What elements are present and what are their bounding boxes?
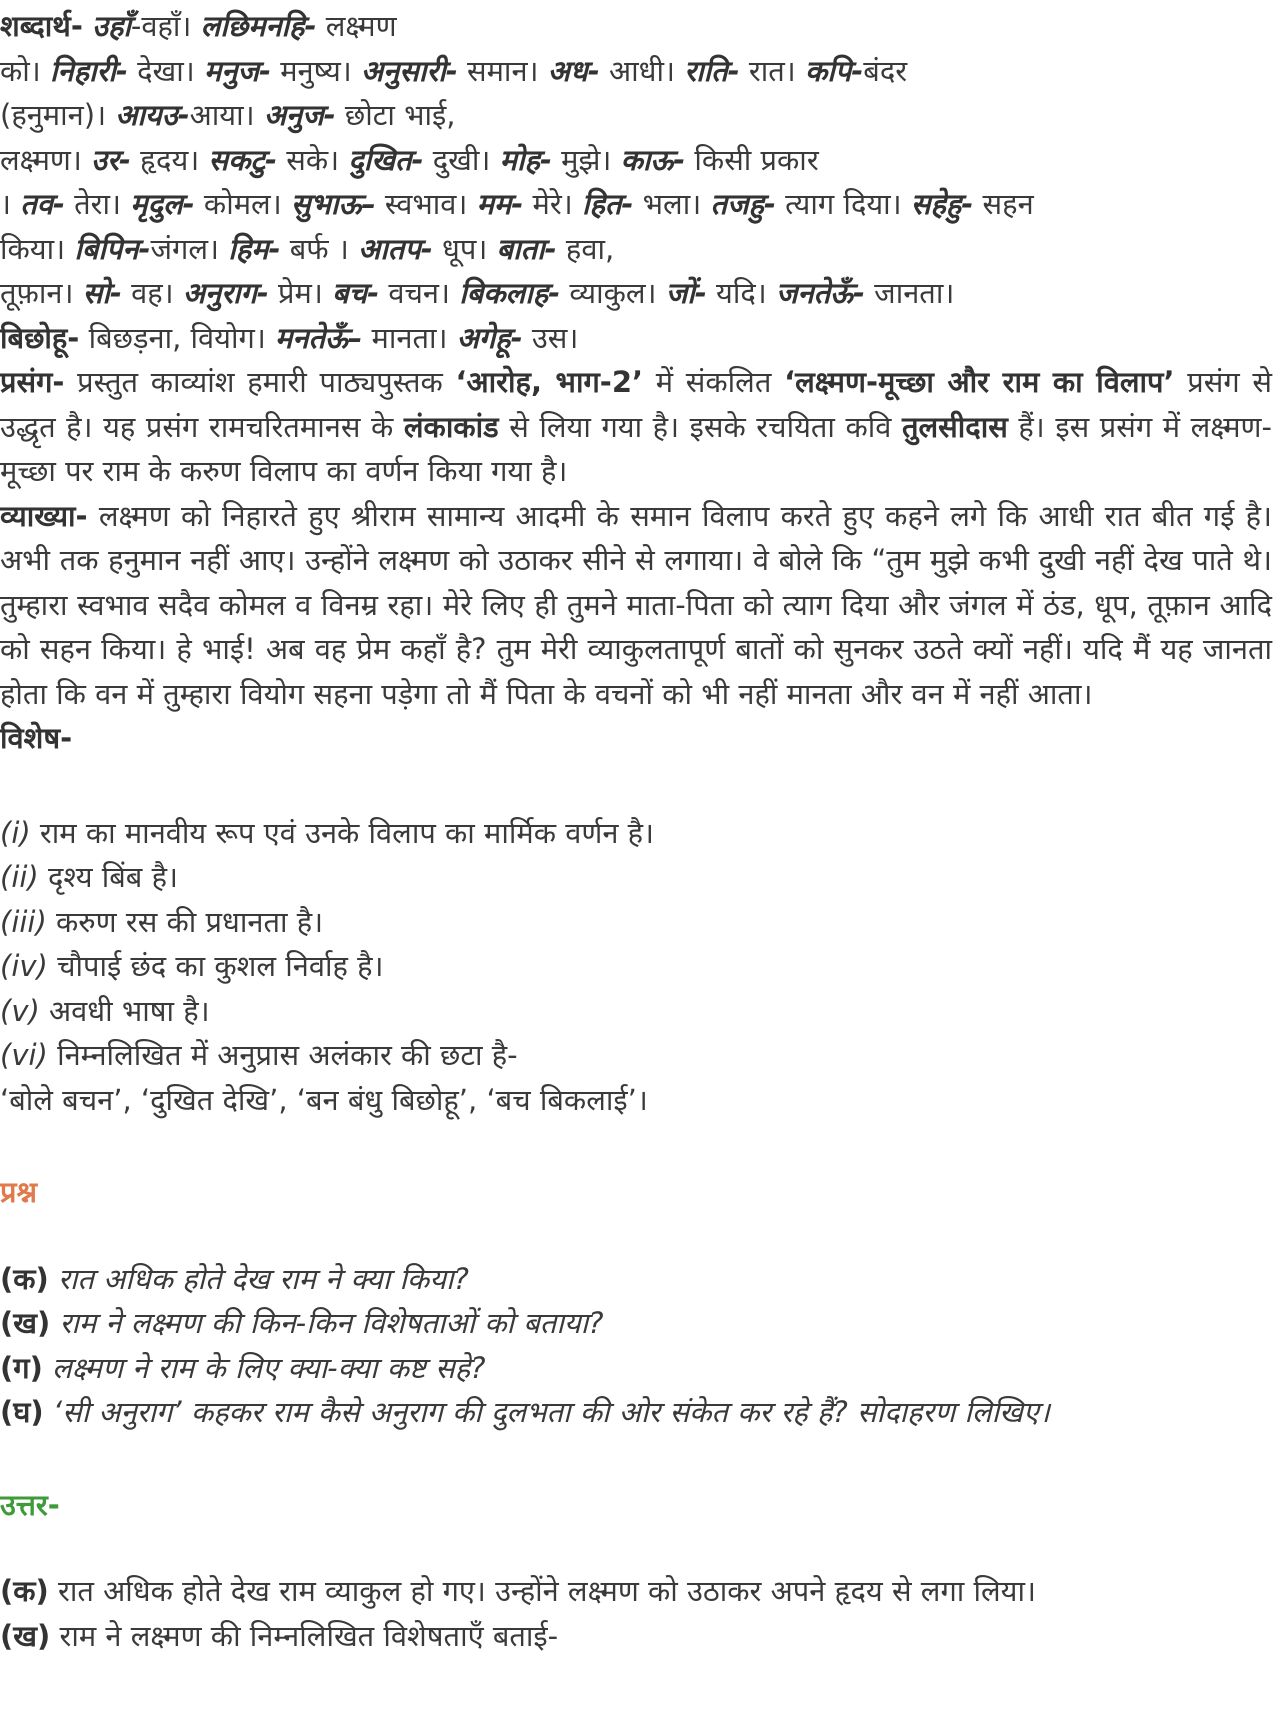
- list-item: [0, 989, 1272, 1034]
- glossary-meaning: मेरे।: [523, 187, 582, 221]
- glossary-term: अनुज-: [263, 98, 336, 132]
- glossary-term: सुभाऊ–: [290, 187, 376, 221]
- glossary-meaning: मुझे।: [551, 142, 621, 177]
- questions-heading: प्रश्न: [0, 1175, 38, 1209]
- item-number: (iii): [0, 904, 47, 939]
- question-item: [0, 1257, 1272, 1302]
- glossary-line: [0, 138, 1272, 183]
- glossary-line: [0, 4, 1272, 49]
- glossary-meaning: जंगल।: [150, 231, 229, 266]
- glossary-meaning: यदि।: [706, 276, 777, 310]
- glossary-meaning: उस।: [522, 320, 579, 355]
- glossary-meaning: बर्फ ।: [280, 231, 359, 266]
- glossary-meaning: तेरा।: [64, 187, 131, 221]
- glossary-term: मोह-: [499, 142, 552, 177]
- glossary-term: सो-: [82, 276, 122, 310]
- glossary-line: [0, 271, 1272, 316]
- answer-text: राम ने लक्ष्मण की निम्नलिखित विशेषताएँ बताई-: [50, 1618, 559, 1653]
- glossary-term: हिम-: [228, 231, 281, 266]
- glossary-term: मम-: [476, 187, 524, 221]
- item-number: (ii): [0, 860, 39, 894]
- glossary-meaning: त्याग दिया।: [775, 187, 911, 221]
- question-text: ‘सी अनुराग’ कहकर राम कैसे अनुराग की दुलभता की ओर संकेत कर रहे हैं? सोदाहरण लिखिए।: [43, 1395, 1050, 1429]
- glossary-meaning: व्याकुल।: [560, 276, 666, 310]
- book-title: ‘आरोह, भाग-2’: [455, 365, 644, 399]
- chapter-title: ‘लक्ष्मण-मूच्छा और राम का विलाप’: [784, 365, 1175, 399]
- glossary-term: जनतेऊँ-: [776, 276, 865, 310]
- glossary-text: किया।: [0, 231, 75, 266]
- item-text: राम का मानवीय रूप एवं उनके विलाप का मार्मिक वर्णन है।: [30, 815, 655, 850]
- glossary-term: सकटु-: [208, 142, 278, 177]
- question-text: रात अधिक होते देख राम ने क्या किया?: [48, 1261, 469, 1296]
- prasang-text: में संकलित: [643, 365, 785, 399]
- glossary-meaning: हृदय।: [130, 142, 209, 177]
- list-item: [0, 944, 1272, 989]
- item-text: दृश्य बिंब है।: [38, 860, 178, 894]
- glossary-term: बच-: [332, 276, 380, 310]
- answer-label: (क): [0, 1574, 49, 1608]
- item-text: चौपाई छंद का कुशल निर्वाह है।: [47, 949, 384, 983]
- question-label: (क): [0, 1261, 49, 1296]
- glossary-meaning: वह।: [121, 276, 183, 310]
- glossary-meaning: मानता।: [362, 320, 457, 355]
- glossary-meaning: भला।: [633, 187, 711, 221]
- glossary-meaning: देखा।: [127, 53, 204, 88]
- list-item: [0, 811, 1272, 856]
- glossary-term: काऊ-: [620, 142, 686, 177]
- glossary-text: लक्ष्मण।: [0, 142, 92, 177]
- glossary-meaning: जानता।: [864, 276, 955, 310]
- glossary-term: तजहु-: [710, 187, 776, 221]
- prasang-text: से लिया गया है। इसके रचयिता कवि: [498, 409, 902, 444]
- list-item: [0, 855, 1272, 900]
- prasang-text: प्रसंग से उद्धृत है। यह प्रसंग रामचरितमानस के: [0, 365, 1273, 444]
- glossary-meaning: आया।: [189, 98, 264, 132]
- question-item: [0, 1346, 1272, 1391]
- questions-list: [0, 1257, 1272, 1435]
- glossary-term: बिछोहू-: [0, 320, 80, 355]
- glossary-term: मनतेऊँ–: [275, 320, 363, 355]
- glossary-meaning: आधी।: [599, 53, 685, 88]
- prasang-paragraph: [0, 360, 1272, 494]
- item-number: (v): [0, 993, 40, 1028]
- glossary-meaning: बंदर: [863, 53, 908, 88]
- glossary-term: कपि-: [805, 53, 864, 88]
- glossary-line: [0, 93, 1272, 138]
- prasang-label: प्रसंग-: [0, 365, 65, 399]
- glossary-meaning: स्वभाव।: [375, 187, 477, 221]
- glossary-term: मनुज-: [204, 53, 271, 88]
- glossary-term: लछिमनहि-: [200, 9, 317, 43]
- question-label: (घ): [0, 1395, 44, 1429]
- glossary-meaning: समान।: [457, 53, 548, 88]
- poet-name: तुलसीदास: [901, 409, 1008, 444]
- glossary-meaning: दुखी।: [423, 142, 500, 177]
- glossary-meaning: लक्ष्मण: [316, 9, 397, 43]
- prasang-text: हैं। इस प्रसंग में लक्ष्मण-मूच्छा पर राम के करुण विलाप का वर्णन किया गया है।: [0, 409, 1272, 488]
- glossary-meaning: प्रेम।: [268, 276, 333, 310]
- glossary-term: दुखित-: [348, 142, 424, 177]
- glossary-term: बिकलाह-: [459, 276, 561, 310]
- vishesh-list: [0, 811, 1272, 1123]
- glossary-text: तूफ़ान।: [0, 276, 83, 310]
- prasang-text: प्रस्तुत काव्यांश हमारी पाठ्यपुस्तक: [64, 365, 456, 399]
- question-item: [0, 1301, 1272, 1346]
- vyakhya-label: व्याख्या-: [0, 498, 88, 533]
- answers-list: [0, 1569, 1272, 1658]
- answer-item: [0, 1614, 1272, 1659]
- list-item: [0, 900, 1272, 945]
- glossary-meaning: वचन।: [379, 276, 460, 310]
- glossary-term: आयउ-: [115, 98, 190, 132]
- glossary-meaning: सहन: [973, 187, 1034, 221]
- item-text: अवधी भाषा है।: [39, 993, 210, 1028]
- question-text: लक्ष्मण ने राम के लिए क्या-क्या कष्ट सहे?: [42, 1350, 486, 1385]
- answer-item: [0, 1569, 1272, 1614]
- glossary-term: तव-: [20, 187, 65, 221]
- glossary-line: [0, 49, 1272, 94]
- glossary-line: [0, 182, 1272, 227]
- glossary-term: अनुसारी-: [360, 53, 458, 88]
- anupras-examples: ‘बोले बचन’, ‘दुखित देखि’, ‘बन बंधु बिछोहू’, ‘बच बिकलाई’।: [0, 1082, 648, 1117]
- item-number: (vi): [0, 1038, 48, 1072]
- glossary-text: ।: [0, 187, 21, 221]
- glossary-term: अध-: [547, 53, 600, 88]
- glossary-term: बाता-: [496, 231, 557, 266]
- glossary-term: बिपिन-: [74, 231, 151, 266]
- vyakhya-text: लक्ष्मण को निहारते हुए श्रीराम सामान्य आदमी के समान विलाप करते हुए कहने लगे कि आधी रात बीत गई है। अभी तक हनुमान नहीं आए। उन्होंने लक्ष्मण को उठाकर सीने से लगाया। वे बोले कि “तुम मुझे कभी दुखी नहीं देख पाते थे। तुम्हारा स्वभाव सदैव कोमल व विनम्र रहा। मेरे लिए ही तुमने माता-पिता को त्याग दिया और जंगल में ठंड, धूप, तूफ़ान आदि को सहन किया। हे भाई! अब वह प्रेम कहाँ है? तुम मेरी व्याकुलतापूर्ण बातों को सुनकर उठते क्यों नहीं। यदि मैं यह जानता होता कि वन में तुम्हारा वियोग सहना पड़ेगा तो मैं पिता के वचनों को भी नहीं मानता और वन में नहीं आता।: [0, 498, 1272, 711]
- glossary-meaning: किसी प्रकार: [685, 142, 819, 177]
- glossary-term: अनुराग-: [182, 276, 269, 310]
- answer-label: (ख): [0, 1618, 51, 1653]
- glossary-text: बिछड़ना, वियोग।: [79, 320, 276, 355]
- glossary-term: निहारी-: [50, 53, 128, 88]
- glossary-meaning: रात।: [739, 53, 805, 88]
- glossary-term: मृदुल-: [130, 187, 195, 221]
- glossary-meaning: छोटा भाई,: [335, 98, 456, 132]
- glossary-text: को।: [0, 53, 50, 88]
- glossary-term: हित-: [581, 187, 634, 221]
- question-text: राम ने लक्ष्मण की किन-किन विशेषताओं को बताया?: [50, 1306, 604, 1340]
- item-number: (iv): [0, 949, 48, 983]
- glossary-meaning: धूप।: [432, 231, 497, 266]
- answers-heading: उत्तर-: [0, 1487, 60, 1522]
- glossary-meaning: कोमल।: [194, 187, 291, 221]
- glossary-term: अगेहू-: [456, 320, 523, 355]
- answer-text: रात अधिक होते देख राम व्याकुल हो गए। उन्होंने लक्ष्मण को उठाकर अपने हृदय से लगा लिया।: [48, 1574, 1036, 1608]
- question-label: (ग): [0, 1350, 43, 1385]
- glossary-meaning: हवा,: [556, 231, 615, 266]
- glossary-line: [0, 227, 1272, 272]
- glossary: [0, 4, 1272, 360]
- item-text: करुण रस की प्रधानता है।: [46, 904, 324, 939]
- glossary-meaning: मनुष्य।: [271, 53, 361, 88]
- question-item: [0, 1390, 1272, 1435]
- list-item: [0, 1033, 1272, 1078]
- glossary-term: आतप-: [358, 231, 433, 266]
- glossary-term: उर-: [91, 142, 131, 177]
- glossary-term: सहेहु-: [910, 187, 974, 221]
- glossary-term: राति-: [684, 53, 740, 88]
- glossary-term: जों-: [665, 276, 707, 310]
- vishesh-label: विशेष-: [0, 721, 73, 755]
- question-label: (ख): [0, 1306, 51, 1340]
- glossary-meaning: -वहाँ।: [130, 9, 192, 43]
- glossary-meaning: सके।: [277, 142, 349, 177]
- item-number: (i): [0, 815, 31, 850]
- item-text: निम्नलिखित में अनुप्रास अलंकार की छटा है-: [47, 1038, 518, 1072]
- vyakhya-paragraph: [0, 494, 1272, 717]
- glossary-label: शब्दार्थ-: [0, 9, 83, 43]
- glossary-term: उहाँ: [92, 9, 131, 43]
- glossary-text: (हनुमान)।: [0, 98, 116, 132]
- glossary-line: [0, 316, 1272, 361]
- kand-name: लंकाकांड: [403, 409, 499, 444]
